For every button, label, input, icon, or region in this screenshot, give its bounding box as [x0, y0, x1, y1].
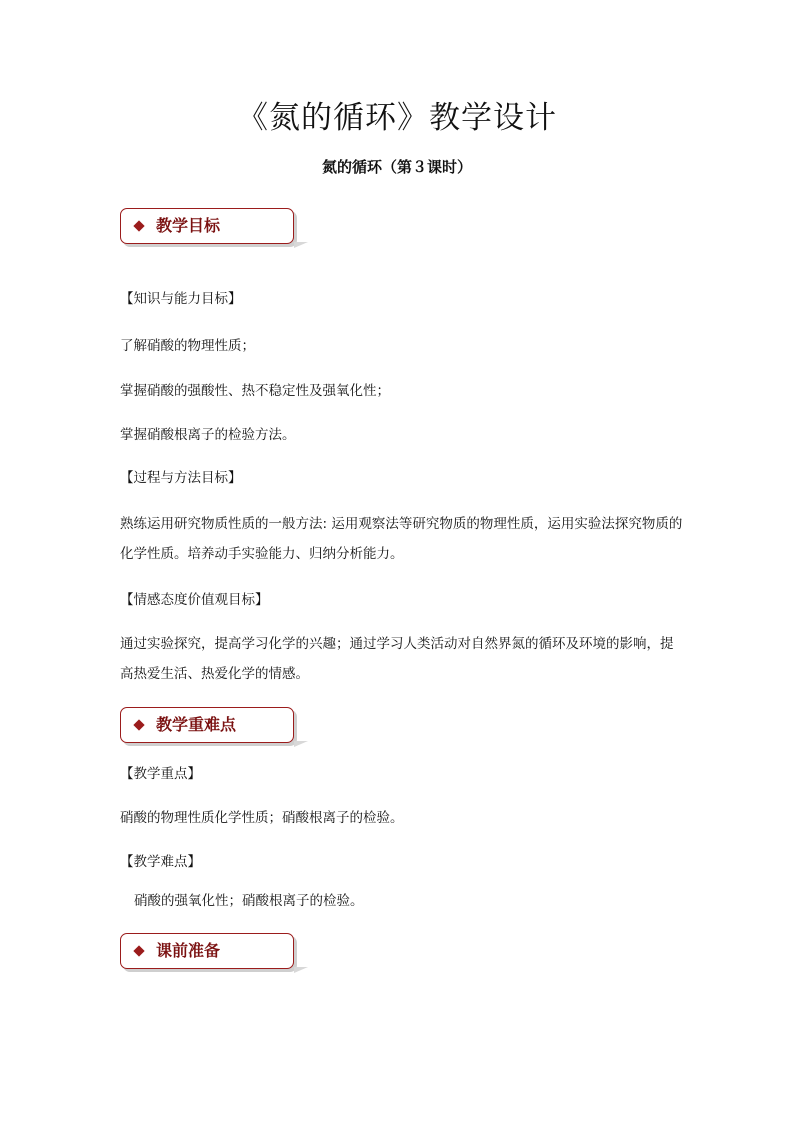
section-heading-label: 课前准备: [156, 941, 221, 960]
teaching-difficulty-text: 硝酸的强氧化性；硝酸根离子的检验。: [134, 893, 364, 909]
knowledge-item-3: 掌握硝酸根离子的检验方法。: [120, 427, 296, 443]
knowledge-item-2: 掌握硝酸的强酸性、热不稳定性及强氧化性；: [120, 383, 390, 399]
teaching-difficulty-heading: 【教学难点】: [120, 854, 201, 870]
knowledge-item-1: 了解硝酸的物理性质；: [120, 338, 255, 354]
process-objectives-text: 熟练运用研究物质性质的一般方法: 运用观察法等研究物质的物理性质，运用实验法探究物质的化学性质。培养动手实验能力、归纳分析能力。: [120, 516, 683, 562]
section-header-shadow-tail: [294, 741, 308, 747]
teaching-focus-heading: 【教学重点】: [120, 766, 201, 782]
section-header-objectives: [120, 208, 294, 244]
section-header-preparation: [120, 933, 294, 969]
process-objectives-heading: 【过程与方法目标】: [120, 470, 242, 486]
document-title: 《氮的循环》教学设计: [237, 100, 557, 136]
section-heading-label: 教学目标: [156, 216, 221, 235]
knowledge-objectives-heading: 【知识与能力目标】: [120, 291, 242, 307]
section-header-key-points: [120, 707, 294, 743]
section-header-shadow-tail: [294, 242, 308, 248]
section-header-shadow-tail: [294, 967, 308, 973]
emotion-objectives-text: 通过实验探究，提高学习化学的兴趣；通过学习人类活动对自然界氮的循环及环境的影响，提高热爱生活、热爱化学的情感。: [120, 636, 674, 682]
teaching-focus-text: 硝酸的物理性质化学性质；硝酸根离子的检验。: [120, 810, 404, 826]
document-subtitle: 氮的循环（第３课时）: [321, 158, 472, 176]
emotion-objectives-heading: 【情感态度价值观目标】: [120, 592, 269, 608]
section-heading-label: 教学重难点: [156, 715, 237, 734]
